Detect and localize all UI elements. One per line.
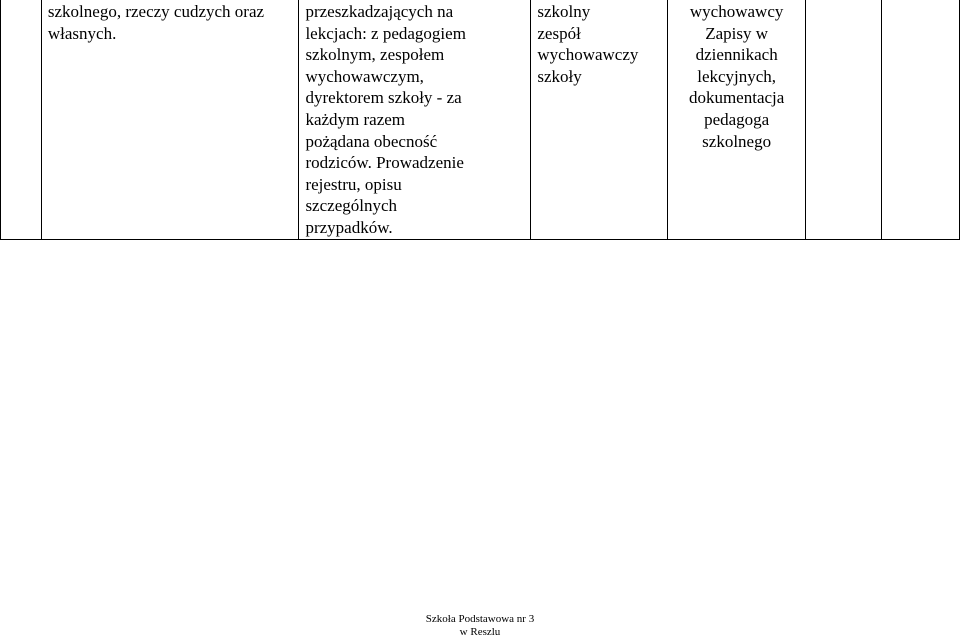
table-cell-col4 bbox=[531, 0, 668, 239]
cell-line: rodziców. Prowadzenie bbox=[305, 153, 464, 173]
cell-line: lekcjach: z pedagogiem bbox=[305, 23, 466, 43]
cell-line: dziennikach bbox=[695, 45, 778, 65]
table-row bbox=[1, 0, 960, 239]
cell-line: szkolnego bbox=[702, 131, 772, 151]
footer-school-location: w Reszlu bbox=[459, 626, 501, 638]
cell-line: Zapisy w bbox=[705, 23, 769, 43]
cell-line: własnych. bbox=[47, 23, 117, 43]
cell-line: zespół bbox=[537, 23, 581, 43]
cell-line: szkolnego, rzeczy cudzych oraz bbox=[47, 2, 265, 21]
table-cell-col1 bbox=[1, 0, 42, 239]
cell-line: pożądana obecność bbox=[305, 131, 438, 151]
footer-school-name: Szkoła Podstawowa nr 3 bbox=[425, 613, 535, 625]
document-table-wrapper bbox=[0, 0, 960, 240]
document-table bbox=[0, 0, 960, 240]
table-cell-col7 bbox=[881, 0, 959, 239]
cell-line: szkolnym, zespołem bbox=[305, 45, 445, 65]
table-cell-col3 bbox=[299, 0, 531, 239]
cell-line: każdym razem bbox=[305, 109, 406, 129]
table-cell-col5 bbox=[667, 0, 805, 239]
table-cell-col2 bbox=[41, 0, 299, 239]
cell-line: szkoły bbox=[537, 66, 582, 86]
cell-line: szkolny bbox=[537, 2, 591, 21]
cell-line: przypadków. bbox=[305, 217, 393, 237]
cell-line: przeszkadzających na bbox=[305, 2, 454, 21]
cell-line: lekcyjnych, bbox=[697, 66, 777, 86]
table-cell-col6 bbox=[806, 0, 881, 239]
cell-line: szczególnych bbox=[305, 196, 398, 216]
cell-line: dokumentacja bbox=[688, 88, 785, 108]
cell-line: dyrektorem szkoły - za bbox=[305, 88, 462, 108]
cell-line: pedagoga bbox=[704, 109, 770, 129]
cell-line: wychowawczy bbox=[537, 45, 639, 65]
cell-line: wychowawczym, bbox=[305, 66, 424, 86]
cell-line: wychowawcy bbox=[689, 2, 784, 21]
page-footer bbox=[0, 613, 960, 639]
cell-line: rejestru, opisu bbox=[305, 174, 402, 194]
